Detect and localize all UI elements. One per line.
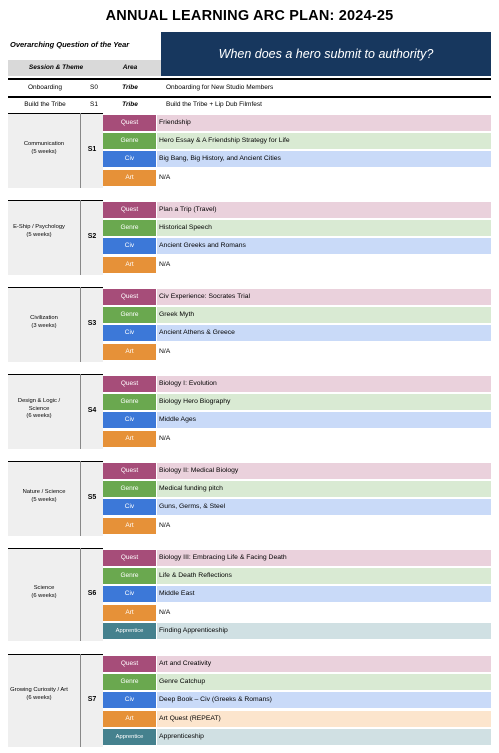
- area-description: N/A: [157, 170, 491, 186]
- area-tag: Art: [103, 711, 156, 727]
- area-description: Genre Catchup: [157, 674, 491, 690]
- area-description: Apprenticeship: [157, 729, 491, 745]
- area-description: Middle Ages: [157, 412, 491, 428]
- area-row-civ: [103, 586, 491, 602]
- area-tag: Art: [103, 518, 156, 534]
- area-row-art: [103, 257, 491, 273]
- session-block: [8, 374, 491, 449]
- area-tag: Apprentice: [103, 623, 156, 639]
- session-code: S0: [90, 84, 98, 91]
- session-block: [8, 548, 491, 641]
- area-tag: Quest: [103, 202, 156, 218]
- area-row-quest: [103, 376, 491, 392]
- area-row-civ: [103, 692, 491, 708]
- area-row-quest: [103, 289, 491, 305]
- area-description: Biology III: Embracing Life & Facing Death: [157, 550, 491, 566]
- area-tag: Genre: [103, 674, 156, 690]
- area-row-genre: [103, 394, 491, 410]
- session-theme: [8, 489, 80, 504]
- area-tag: Art: [103, 431, 156, 447]
- area-description: Biology II: Medical Biology: [157, 463, 491, 479]
- area-description: N/A: [157, 431, 491, 447]
- area-description: Finding Apprenticeship: [157, 623, 491, 639]
- area-row-civ: [103, 238, 491, 254]
- area-description: Biology Hero Biography: [157, 394, 491, 410]
- area-row-quest: [103, 550, 491, 566]
- area-description: N/A: [157, 257, 491, 273]
- session-code: S5: [87, 494, 97, 501]
- area-tag: Civ: [103, 238, 156, 254]
- area-row-art: [103, 170, 491, 186]
- area-description: Biology I: Evolution: [157, 376, 491, 392]
- area-row-apprentice: [103, 623, 491, 639]
- area-tag: Civ: [103, 412, 156, 428]
- area-row-civ: [103, 412, 491, 428]
- session-code: S1: [87, 146, 97, 153]
- area-label: Tribe: [122, 84, 138, 91]
- intro-row-build-tribe: [8, 96, 491, 114]
- area-tag: Art: [103, 605, 156, 621]
- area-tag: Civ: [103, 499, 156, 515]
- area-tag: Civ: [103, 325, 156, 341]
- area-row-apprentice: [103, 729, 491, 745]
- area-tag: Genre: [103, 568, 156, 584]
- session-block: [8, 461, 491, 536]
- area-tag: Quest: [103, 115, 156, 131]
- area-row-art: [103, 518, 491, 534]
- session-theme: [8, 398, 70, 421]
- theme-name: Nature / Science: [22, 489, 66, 495]
- area-description: Medical funding pitch: [157, 481, 491, 497]
- session-theme: [8, 224, 70, 239]
- area-description: N/A: [157, 344, 491, 360]
- area-row-genre: [103, 674, 491, 690]
- area-row-quest: [103, 656, 491, 672]
- area-tag: Apprentice: [103, 729, 156, 745]
- area-tag: Quest: [103, 550, 156, 566]
- session-name: Build the Tribe: [24, 101, 66, 108]
- session-theme: [8, 141, 80, 156]
- area-description: Big Bang, Big History, and Ancient Cities: [157, 151, 491, 167]
- area-tag: Quest: [103, 656, 156, 672]
- question-of-year: When does a hero submit to authority?: [161, 32, 491, 76]
- column-header-row: [8, 60, 161, 76]
- area-tag: Quest: [103, 289, 156, 305]
- area-row-art: [103, 711, 491, 727]
- area-tag: Genre: [103, 394, 156, 410]
- area-description: Art and Creativity: [157, 656, 491, 672]
- area-row-genre: [103, 568, 491, 584]
- area-row-art: [103, 344, 491, 360]
- description: Build the Tribe + Lip Dub Filmfest: [166, 101, 262, 108]
- theme-name: Science: [33, 585, 55, 591]
- session-theme: [8, 585, 80, 600]
- area-tag: Quest: [103, 463, 156, 479]
- area-description: N/A: [157, 518, 491, 534]
- session-code: S7: [87, 696, 97, 703]
- area-tag: Art: [103, 170, 156, 186]
- session-code: S3: [87, 320, 97, 327]
- area-label: Tribe: [122, 101, 138, 108]
- area-description: Plan a Trip (Travel): [157, 202, 491, 218]
- area-description: Life & Death Reflections: [157, 568, 491, 584]
- theme-duration: (3 weeks): [31, 322, 57, 329]
- session-block: [8, 113, 491, 188]
- area-tag: Quest: [103, 376, 156, 392]
- area-row-quest: [103, 115, 491, 131]
- area-tag: Genre: [103, 481, 156, 497]
- area-row-art: [103, 431, 491, 447]
- theme-name: Civilization: [30, 315, 58, 321]
- theme-duration: (5 weeks): [26, 231, 52, 238]
- theme-name: Growing Curiosity / Art: [10, 687, 68, 693]
- theme-duration: (5 weeks): [31, 496, 57, 503]
- area-description: Guns, Germs, & Steel: [157, 499, 491, 515]
- area-tag: Art: [103, 344, 156, 360]
- area-row-civ: [103, 499, 491, 515]
- header-block: [8, 32, 491, 76]
- area-tag: Civ: [103, 151, 156, 167]
- overarching-question-label: Overarching Question of the Year: [10, 40, 130, 49]
- area-description: Ancient Athens & Greece: [157, 325, 491, 341]
- session-code: S2: [87, 233, 97, 240]
- area-tag: Genre: [103, 220, 156, 236]
- session-block: [8, 654, 491, 747]
- page-title: ANNUAL LEARNING ARC PLAN: 2024-25: [105, 8, 394, 24]
- theme-duration: (6 weeks): [31, 592, 57, 599]
- session-code: S1: [90, 101, 98, 108]
- theme-duration: (6 weeks): [26, 413, 52, 419]
- session-theme-header: Session & Theme: [28, 64, 84, 71]
- area-description: Friendship: [157, 115, 491, 131]
- area-tag: Art: [103, 257, 156, 273]
- area-description: Ancient Greeks and Romans: [157, 238, 491, 254]
- session-block: [8, 200, 491, 275]
- theme-name: E-Ship / Psychology: [13, 224, 65, 230]
- area-row-civ: [103, 325, 491, 341]
- session-code: S6: [87, 590, 97, 597]
- area-description: Hero Essay & A Friendship Strategy for Life: [157, 133, 491, 149]
- area-tag: Civ: [103, 692, 156, 708]
- area-description: Historical Speech: [157, 220, 491, 236]
- theme-duration: (6 weeks): [26, 694, 52, 701]
- area-row-civ: [103, 151, 491, 167]
- area-row-quest: [103, 202, 491, 218]
- session-name: Onboarding: [28, 84, 62, 91]
- description: Onboarding for New Studio Members: [166, 84, 274, 91]
- area-row-genre: [103, 481, 491, 497]
- area-description: Middle East: [157, 586, 491, 602]
- area-description: Civ Experience: Socrates Trial: [157, 289, 491, 305]
- theme-name: Communication: [23, 141, 65, 147]
- area-row-quest: [103, 463, 491, 479]
- area-description: N/A: [157, 605, 491, 621]
- session-block: [8, 287, 491, 362]
- theme-duration: (5 weeks): [31, 148, 57, 155]
- area-row-genre: [103, 133, 491, 149]
- session-theme: [8, 687, 70, 702]
- area-description: Greek Myth: [157, 307, 491, 323]
- area-row-genre: [103, 307, 491, 323]
- area-description: Art Quest (REPEAT): [157, 711, 491, 727]
- area-tag: Genre: [103, 307, 156, 323]
- area-description: Deep Book – Civ (Greeks & Romans): [157, 692, 491, 708]
- theme-name: Design & Logic / Science: [17, 398, 61, 412]
- area-tag: Civ: [103, 586, 156, 602]
- intro-row-onboarding: [8, 79, 491, 97]
- session-theme: [8, 315, 80, 330]
- area-tag: Genre: [103, 133, 156, 149]
- area-row-art: [103, 605, 491, 621]
- area-header: Area: [122, 64, 138, 71]
- area-row-genre: [103, 220, 491, 236]
- session-code: S4: [87, 407, 97, 414]
